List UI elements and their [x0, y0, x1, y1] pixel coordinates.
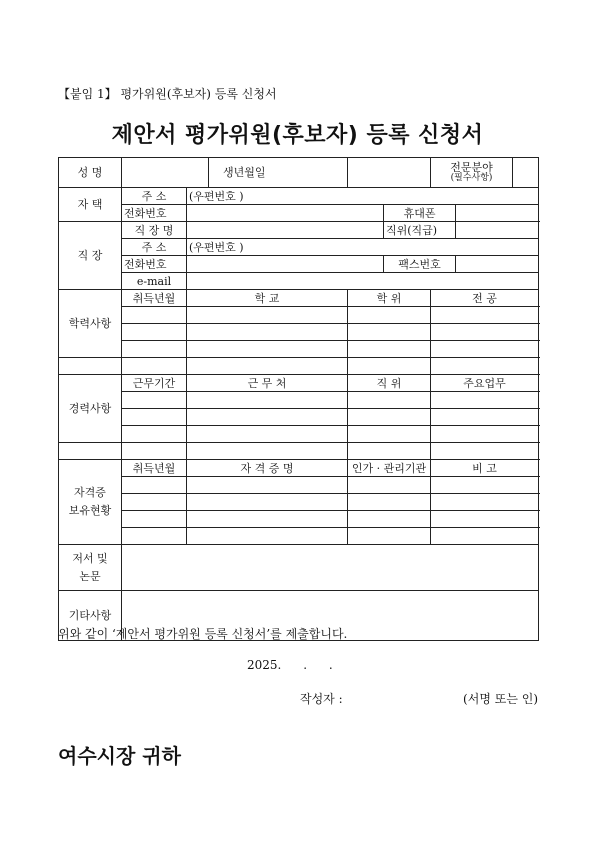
writer-label: 작성자 :	[300, 692, 343, 706]
education-cell[interactable]	[348, 358, 431, 375]
mobile-label: 휴대폰	[384, 205, 456, 222]
home-address-field[interactable]: (우편번호 )	[187, 188, 539, 205]
career-header-duties: 주요업무	[431, 375, 539, 392]
date-year: 2025.	[247, 658, 282, 672]
submission-date	[247, 658, 351, 672]
education-cell[interactable]	[187, 341, 348, 358]
publications-field[interactable]	[122, 545, 539, 591]
certificate-cell[interactable]	[431, 477, 539, 494]
work-address-label: 주 소	[122, 239, 187, 256]
certificate-cell[interactable]	[431, 494, 539, 511]
certificate-cell[interactable]	[348, 528, 431, 545]
career-cell[interactable]	[187, 443, 348, 460]
certificate-cell[interactable]	[122, 477, 187, 494]
certificate-cell[interactable]	[348, 511, 431, 528]
education-cell[interactable]	[187, 307, 348, 324]
home-address-label: 주 소	[122, 188, 187, 205]
education-cell[interactable]	[348, 324, 431, 341]
publications-category	[59, 545, 122, 591]
career-cell[interactable]	[348, 426, 431, 443]
email-field[interactable]	[187, 273, 539, 290]
certificate-header-remarks: 비 고	[431, 460, 539, 477]
certificate-header-name: 자 격 증 명	[187, 460, 348, 477]
education-cell[interactable]	[431, 358, 539, 375]
work-category: 직 장	[59, 222, 122, 290]
certificate-cell[interactable]	[431, 511, 539, 528]
career-cell[interactable]	[431, 443, 539, 460]
others-category: 기타사항	[59, 591, 122, 641]
education-cell[interactable]	[431, 307, 539, 324]
date-day: .	[328, 658, 333, 672]
work-address-field[interactable]: (우편번호 )	[187, 239, 539, 256]
education-cell[interactable]	[431, 324, 539, 341]
recipient: 여수시장 귀하	[58, 744, 181, 768]
certificate-category-line1: 자격증	[74, 486, 106, 499]
name-label: 성 명	[59, 158, 122, 188]
education-header-major: 전 공	[431, 290, 539, 307]
specialty-label-cell	[431, 158, 513, 188]
certificate-header-date: 취득년월	[122, 460, 187, 477]
work-phone-label: 전화번호	[122, 256, 187, 273]
certificate-cell[interactable]	[122, 528, 187, 545]
publications-category-line2: 논문	[79, 569, 101, 583]
education-category: 학력사항	[59, 290, 122, 358]
education-cell[interactable]	[187, 358, 348, 375]
career-cell[interactable]	[122, 426, 187, 443]
specialty-note: (필수사항)	[450, 173, 493, 183]
fax-label: 팩스번호	[384, 256, 456, 273]
career-cell[interactable]	[431, 392, 539, 409]
education-cell[interactable]	[122, 358, 187, 375]
education-category-spacer	[59, 358, 122, 375]
certificate-category	[59, 460, 122, 545]
career-cell[interactable]	[122, 392, 187, 409]
education-header-date: 취득년월	[122, 290, 187, 307]
form-title: 제안서 평가위원(후보자) 등록 신청서	[111, 123, 484, 148]
career-cell[interactable]	[187, 409, 348, 426]
specialty-field[interactable]	[513, 158, 539, 188]
registration-form-table	[58, 157, 539, 641]
mobile-field[interactable]	[456, 205, 539, 222]
birth-date-label: 생년월일	[209, 158, 348, 188]
career-cell[interactable]	[122, 409, 187, 426]
certificate-category-line2: 보유현황	[68, 504, 112, 517]
career-cell[interactable]	[431, 426, 539, 443]
birth-date-field[interactable]	[348, 158, 431, 188]
career-header-period: 근무기간	[122, 375, 187, 392]
signature-label: (서명 또는 인)	[463, 692, 538, 706]
attachment-label: 【붙임 1】 평가위원(후보자) 등록 신청서	[58, 87, 277, 101]
education-cell[interactable]	[122, 324, 187, 341]
certificate-cell[interactable]	[122, 511, 187, 528]
certificate-cell[interactable]	[431, 528, 539, 545]
workplace-label: 직 장 명	[122, 222, 187, 239]
career-header-workplace: 근 무 처	[187, 375, 348, 392]
name-field[interactable]	[122, 158, 209, 188]
certificate-cell[interactable]	[122, 494, 187, 511]
certificate-cell[interactable]	[187, 528, 348, 545]
education-cell[interactable]	[348, 307, 431, 324]
fax-field[interactable]	[456, 256, 539, 273]
career-cell[interactable]	[187, 426, 348, 443]
education-cell[interactable]	[348, 341, 431, 358]
work-phone-field[interactable]	[187, 256, 384, 273]
career-category-spacer	[59, 443, 122, 460]
date-month: .	[303, 658, 308, 672]
career-cell[interactable]	[348, 409, 431, 426]
declaration-text: 위와 같이 ‘제안서 평가위원 등록 신청서’를 제출합니다.	[58, 627, 348, 641]
home-phone-field[interactable]	[187, 205, 384, 222]
certificate-cell[interactable]	[187, 511, 348, 528]
career-category: 경력사항	[59, 375, 122, 443]
home-category: 자 택	[59, 188, 122, 222]
work-position-label: 직위(직급)	[384, 222, 456, 239]
email-label: e-mail	[122, 273, 187, 290]
work-position-field[interactable]	[456, 222, 539, 239]
certificate-header-issuer: 인가 · 관리기관	[348, 460, 431, 477]
publications-category-line1: 저서 및	[72, 551, 108, 565]
home-phone-label: 전화번호	[122, 205, 187, 222]
certificate-cell[interactable]	[348, 477, 431, 494]
career-cell[interactable]	[348, 443, 431, 460]
education-header-degree: 학 위	[348, 290, 431, 307]
career-cell[interactable]	[122, 443, 187, 460]
workplace-field[interactable]	[187, 222, 384, 239]
education-cell[interactable]	[431, 341, 539, 358]
career-cell[interactable]	[348, 392, 431, 409]
education-cell[interactable]	[187, 324, 348, 341]
certificate-cell[interactable]	[187, 477, 348, 494]
education-cell[interactable]	[122, 307, 187, 324]
career-cell[interactable]	[431, 409, 539, 426]
specialty-label: 전문분야	[450, 161, 493, 174]
education-cell[interactable]	[122, 341, 187, 358]
certificate-cell[interactable]	[187, 494, 348, 511]
certificate-cell[interactable]	[348, 494, 431, 511]
career-header-position: 직 위	[348, 375, 431, 392]
education-header-school: 학 교	[187, 290, 348, 307]
career-cell[interactable]	[187, 392, 348, 409]
